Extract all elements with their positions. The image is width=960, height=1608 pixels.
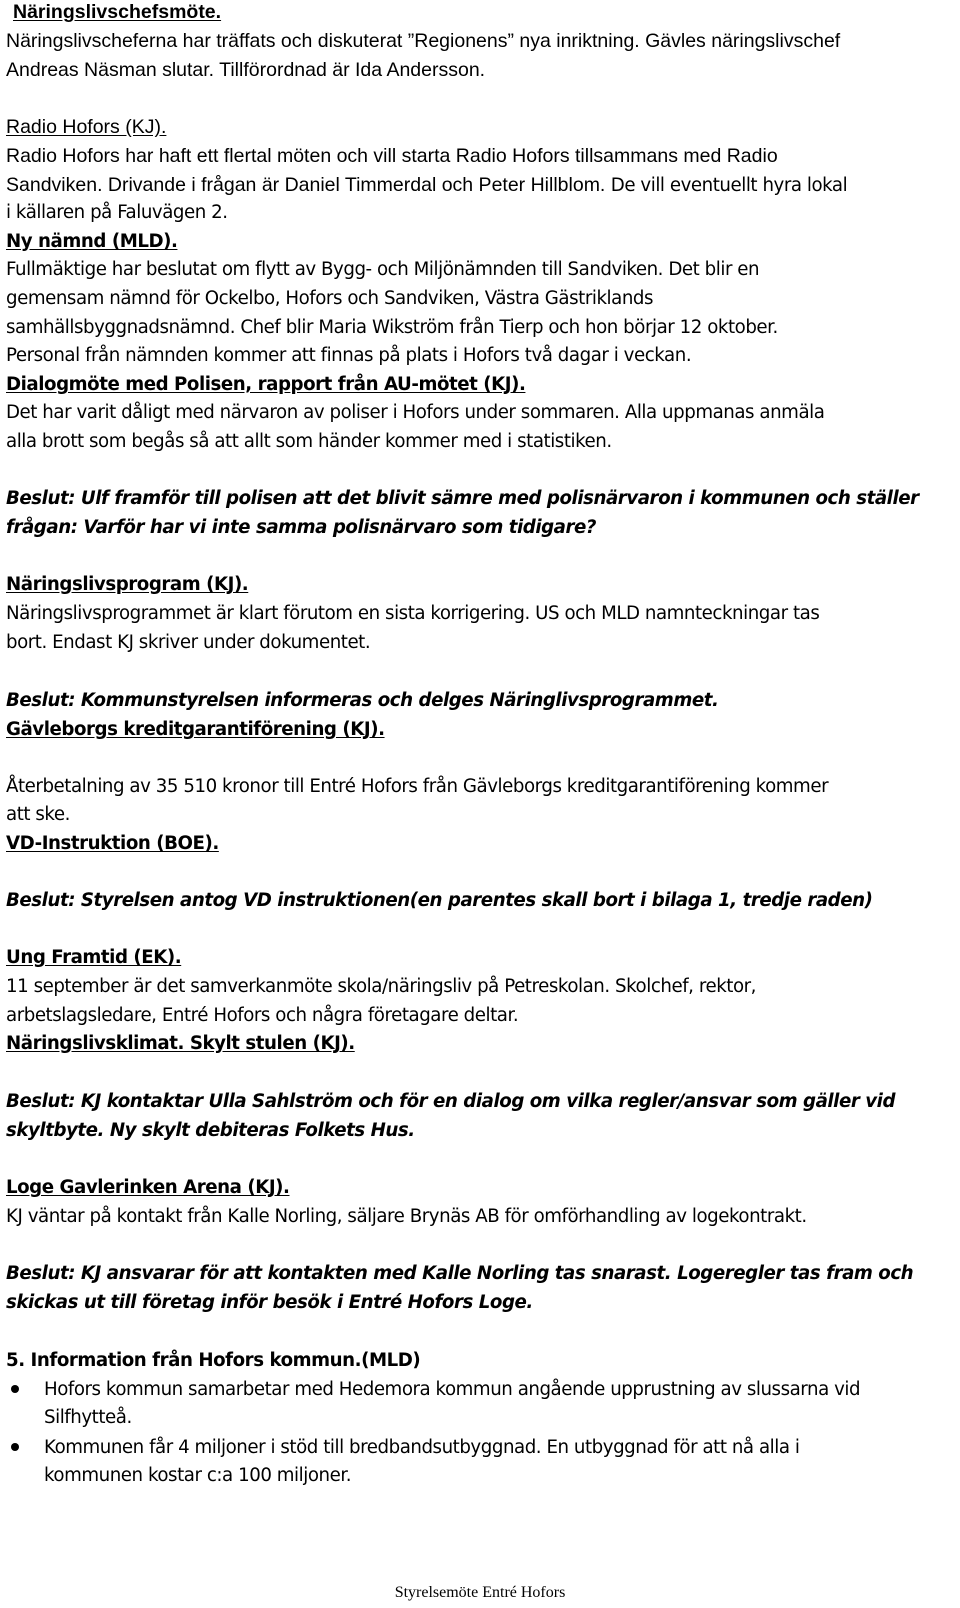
list-item-line: Silfhytteå. (44, 1407, 132, 1428)
bullet-icon (11, 1443, 19, 1451)
paragraph-line: arbetslagsledare, Entré Hofors och några företagare deltar. (6, 1005, 519, 1026)
heading-ny-namnd: Ny nämnd (MLD). (6, 231, 178, 252)
decision-line: Beslut: Styrelsen antog VD instruktionen(en parentes skall bort i bilaga 1, tredje raden) (6, 890, 873, 911)
paragraph-line: 11 september är det samverkanmöte skola/näringsliv på Petreskolan. Skolchef, rektor, (6, 976, 756, 997)
paragraph-line: Näringslivscheferna har träffats och diskuterat ”Regionens” nya inriktning. Gävles näringslivschef (6, 30, 841, 52)
paragraph-line: att ske. (6, 804, 70, 825)
paragraph-line (6, 171, 847, 200)
paragraph-line: Radio Hofors har haft ett flertal möten och vill starta Radio Hofors tillsammans med Radio (6, 145, 778, 167)
decision-line: Beslut: KJ ansvarar för att kontakten med Kalle Norling tas snarast. Logeregler tas fram och (6, 1263, 914, 1284)
heading-radio-hofors: Radio Hofors (KJ). (6, 116, 167, 138)
paragraph-line: Personal från nämnden kommer att finnas på plats i Hofors två dagar i veckan. (6, 345, 692, 366)
paragraph-line: Näringslivsprogrammet är klart förutom en sista korrigering. US och MLD namnteckningar tas (6, 603, 820, 624)
paragraph-line: i källaren på Faluvägen 2. (6, 202, 228, 223)
paragraph-line: bort. Endast KJ skriver under dokumentet. (6, 632, 371, 653)
decision-line: Beslut: Ulf framför till polisen att det blivit sämre med polisnärvaron i kommunen och ställer (6, 488, 919, 509)
decision-line: skyltbyte. Ny skylt debiteras Folkets Hus. (6, 1120, 415, 1141)
heading-vd-instruktion: VD-Instruktion (BOE). (6, 833, 219, 854)
list-item-line: Hofors kommun samarbetar med Hedemora kommun angående upprustning av slussarna vid (44, 1379, 861, 1400)
decision-line: Beslut: Kommunstyrelsen informeras och delges Näringlivsprogrammet. (6, 690, 719, 711)
paragraph-line: KJ väntar på kontakt från Kalle Norling, säljare Brynäs AB för omförhandling av logekontrakt. (6, 1206, 807, 1227)
list-item-line: Kommunen får 4 miljoner i stöd till bredbandsutbyggnad. En utbyggnad för att nå alla i (44, 1437, 800, 1458)
paragraph-line: Det har varit dåligt med närvaron av poliser i Hofors under sommaren. Alla uppmanas anmäla (6, 402, 825, 423)
heading-naringslivsprogram: Näringslivsprogram (KJ). (6, 574, 249, 595)
section-heading-information: 5. Information från Hofors kommun.(MLD) (6, 1350, 421, 1371)
page-footer: Styrelsemöte Entré Hofors (394, 1584, 566, 1601)
paragraph-segment: Sandviken. Drivande i frågan är Daniel Timmerdal och Peter Hillblom. (6, 174, 606, 196)
paragraph-line: Återbetalning av 35 510 kronor till Entré Hofors från Gävleborgs kreditgarantiförening kommer (6, 776, 829, 797)
heading-loge-gavlerinken: Loge Gavlerinken Arena (KJ). (6, 1177, 290, 1198)
decision-line: skickas ut till företag inför besök i Entré Hofors Loge. (6, 1292, 533, 1313)
bullet-icon (11, 1385, 19, 1393)
heading-naringslivsklimat: Näringslivsklimat. Skylt stulen (KJ). (6, 1033, 355, 1054)
heading-ung-framtid: Ung Framtid (EK). (6, 947, 182, 968)
paragraph-line: gemensam nämnd för Ockelbo, Hofors och Sandviken, Västra Gästriklands (6, 288, 654, 309)
paragraph-segment: De vill eventuellt hyra lokal (610, 175, 848, 196)
list-item-line: kommunen kostar c:a 100 miljoner. (44, 1465, 352, 1486)
decision-line: Beslut: KJ kontaktar Ulla Sahlström och för en dialog om vilka regler/ansvar som gäller vid (6, 1091, 896, 1112)
paragraph-line: Fullmäktige har beslutat om flytt av Bygg- och Miljönämnden till Sandviken. Det blir en (6, 259, 760, 280)
decision-line: frågan: Varför har vi inte samma polisnärvaro som tidigare? (6, 517, 597, 538)
paragraph-line: Andreas Näsman slutar. Tillförordnad är Ida Andersson. (6, 59, 486, 81)
paragraph-line: alla brott som begås så att allt som händer kommer med i statistiken. (6, 431, 612, 452)
heading-naringslivschefsmote: Näringslivschefsmöte. (13, 1, 222, 23)
heading-kreditgarantiforening: Gävleborgs kreditgarantiförening (KJ). (6, 719, 385, 740)
paragraph-line: samhällsbyggnadsnämnd. Chef blir Maria Wikström från Tierp och hon börjar 12 oktober. (6, 317, 778, 338)
heading-dialogmote: Dialogmöte med Polisen, rapport från AU-mötet (KJ). (6, 374, 526, 395)
